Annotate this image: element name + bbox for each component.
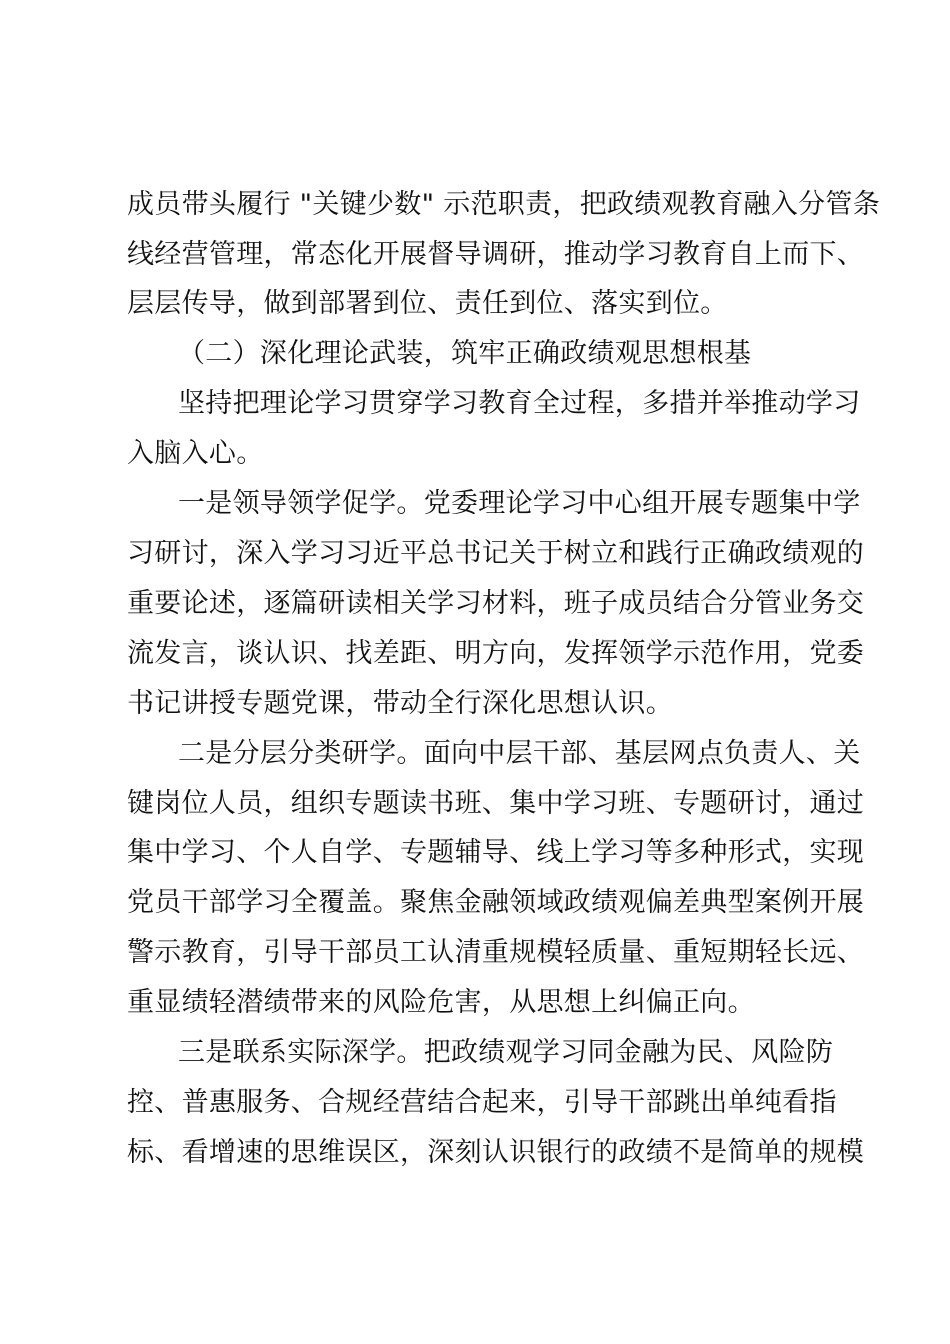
text-line: 习研讨，深入学习习近平总书记关于树立和践行正确政绩观的 (127, 538, 865, 569)
text-line: 党员干部学习全覆盖。聚焦金融领域政绩观偏差典型案例开展 (127, 887, 865, 918)
text-line: 线经营管理，常态化开展督导调研，推动学习教育自上而下、 (127, 239, 865, 270)
section-heading: （二）深化理论武装，筑牢正确政绩观思想根基 (178, 338, 752, 369)
text-line: 警示教育，引导干部员工认清重规模轻质量、重短期轻长远、 (127, 937, 865, 968)
text-line: 成员带头履行 "关键少数" 示范职责，把政绩观教育融入分管条 (127, 189, 881, 220)
text-line: 控、普惠服务、合规经营结合起来，引导干部跳出单纯看指 (127, 1087, 837, 1118)
text-line: 重显绩轻潜绩带来的风险危害，从思想上纠偏正向。 (127, 987, 755, 1018)
text-line: 集中学习、个人自学、专题辅导、线上学习等多种形式，实现 (127, 837, 865, 868)
text-line: 坚持把理论学习贯穿学习教育全过程，多措并举推动学习 (178, 388, 861, 419)
text-line: 三是联系实际深学。把政绩观学习同金融为民、风险防 (178, 1037, 834, 1068)
text-line: 入脑入心。 (127, 438, 264, 469)
text-line: 二是分层分类研学。面向中层干部、基层网点负责人、关 (178, 738, 861, 769)
text-line: 流发言，谈认识、找差距、明方向，发挥领学示范作用，党委 (127, 638, 865, 669)
text-line: 标、看增速的思维误区，深刻认识银行的政绩不是简单的规模 (127, 1137, 865, 1168)
text-line: 一是领导领学促学。党委理论学习中心组开展专题集中学 (178, 488, 861, 519)
text-line: 重要论述，逐篇研读相关学习材料，班子成员结合分管业务交 (127, 588, 865, 619)
text-line: 键岗位人员，组织专题读书班、集中学习班、专题研讨，通过 (127, 788, 865, 819)
text-line: 书记讲授专题党课，带动全行深化思想认识。 (127, 688, 673, 719)
text-line: 层层传导，做到部署到位、责任到位、落实到位。 (127, 288, 728, 319)
